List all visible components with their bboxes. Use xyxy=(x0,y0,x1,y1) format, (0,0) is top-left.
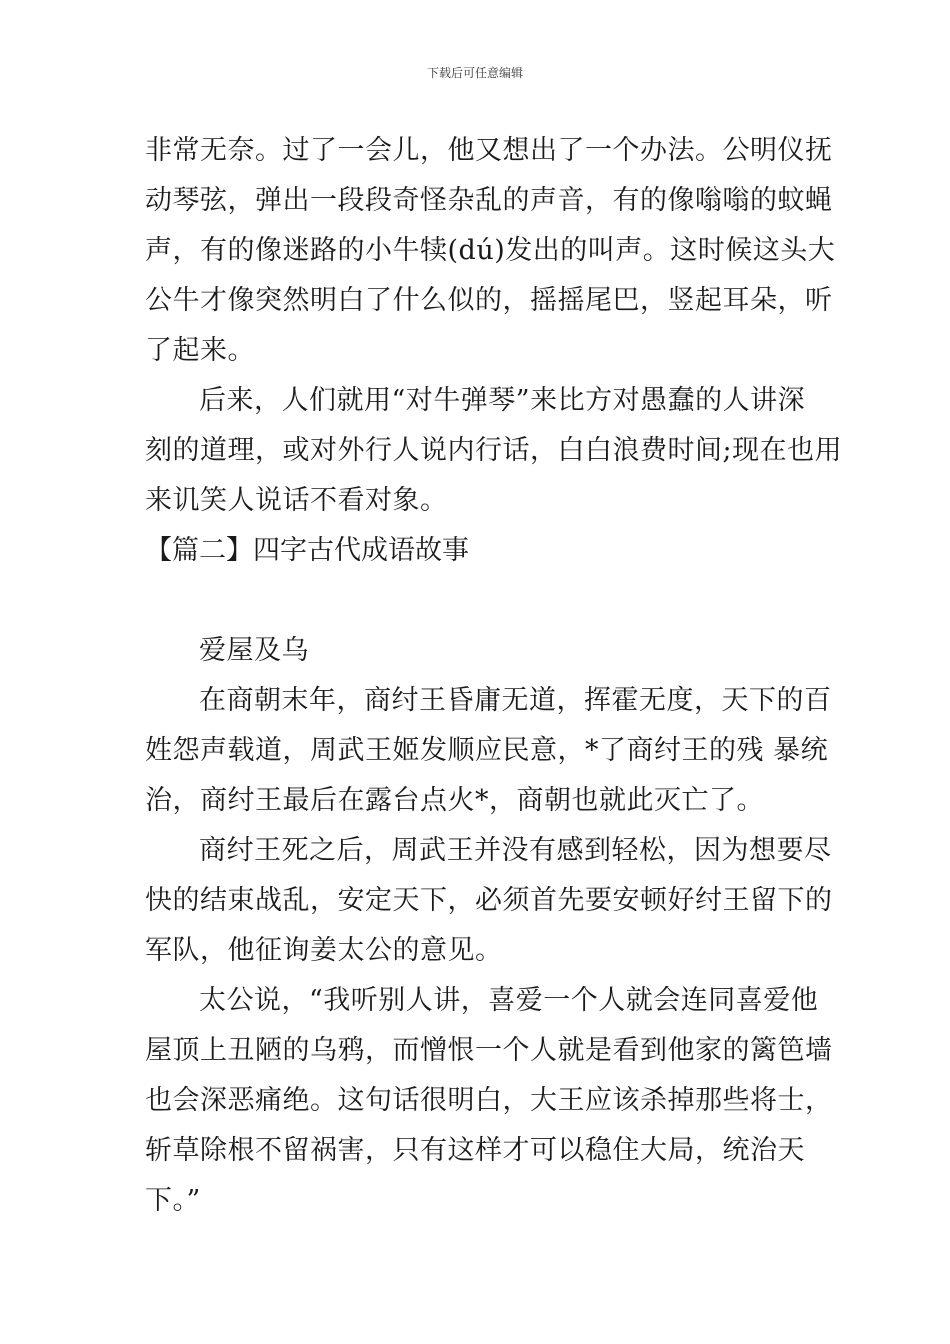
text-line: 商纣王死之后，周武王并没有感到轻松，因为想要尽 xyxy=(199,835,832,866)
text-line: 公牛才像突然明白了什么似的，摇摇尾巴，竖起耳朵，听 xyxy=(145,285,833,316)
text-line: 斩草除根不留祸害，只有这样才可以稳住大局，统治天 xyxy=(145,1135,805,1166)
text-line: 声，有的像迷路的小牛犊(dú)发出的叫声。这时候这头大 xyxy=(145,235,836,266)
text-line: 姓怨声载道，周武王姬发顺应民意，*了商纣王的残 暴统 xyxy=(145,735,829,766)
paragraph-5 xyxy=(145,976,833,1226)
paragraph-3 xyxy=(145,676,832,826)
paragraph-4 xyxy=(145,826,833,976)
text-line: 了起来。 xyxy=(145,335,255,366)
text-line: 在商朝末年，商纣王昏庸无道，挥霍无度，天下的百 xyxy=(199,685,832,716)
paragraph-1 xyxy=(145,126,836,376)
text-line: 军队，他征询姜太公的意见。 xyxy=(145,935,503,966)
text-line: 治，商纣王最后在露台点火*，商朝也就此灭亡了。 xyxy=(145,785,764,816)
text-line: 来讥笑人说话不看对象。 xyxy=(145,485,448,516)
blank-line xyxy=(145,576,810,626)
text-line: 屋顶上丑陋的乌鸦，而憎恨一个人就是看到他家的篱笆墙 xyxy=(145,1035,833,1066)
story-title: 爱屋及乌 xyxy=(199,635,309,666)
paragraph-2 xyxy=(145,376,843,526)
document-body xyxy=(145,126,843,1226)
page-header: 下载后可任意编辑 xyxy=(426,66,523,80)
text-line: 刻的道理，或对外行人说内行话，白白浪费时间;现在也用 xyxy=(145,435,843,466)
text-line: 也会深恶痛绝。这句话很明白，大王应该杀掉那些将士， xyxy=(145,1085,833,1116)
text-line: 下。” xyxy=(145,1185,201,1216)
text-line: 快的结束战乱，安定天下，必须首先要安顿好纣王留下的 xyxy=(145,885,833,916)
text-line: 动琴弦，弹出一段段奇怪杂乱的声音，有的像嗡嗡的蚊蝇 xyxy=(145,185,833,216)
text-line: 太公说，“我听别人讲，喜爱一个人就会连同喜爱他 xyxy=(199,985,819,1016)
section-title: 【篇二】四字古代成语故事 xyxy=(145,535,469,566)
text-line: 后来，人们就用“对牛弹琴”来比方对愚蠢的人讲深 xyxy=(199,385,806,416)
text-line: 非常无奈。过了一会儿，他又想出了一个办法。公明仪抚 xyxy=(145,135,833,166)
